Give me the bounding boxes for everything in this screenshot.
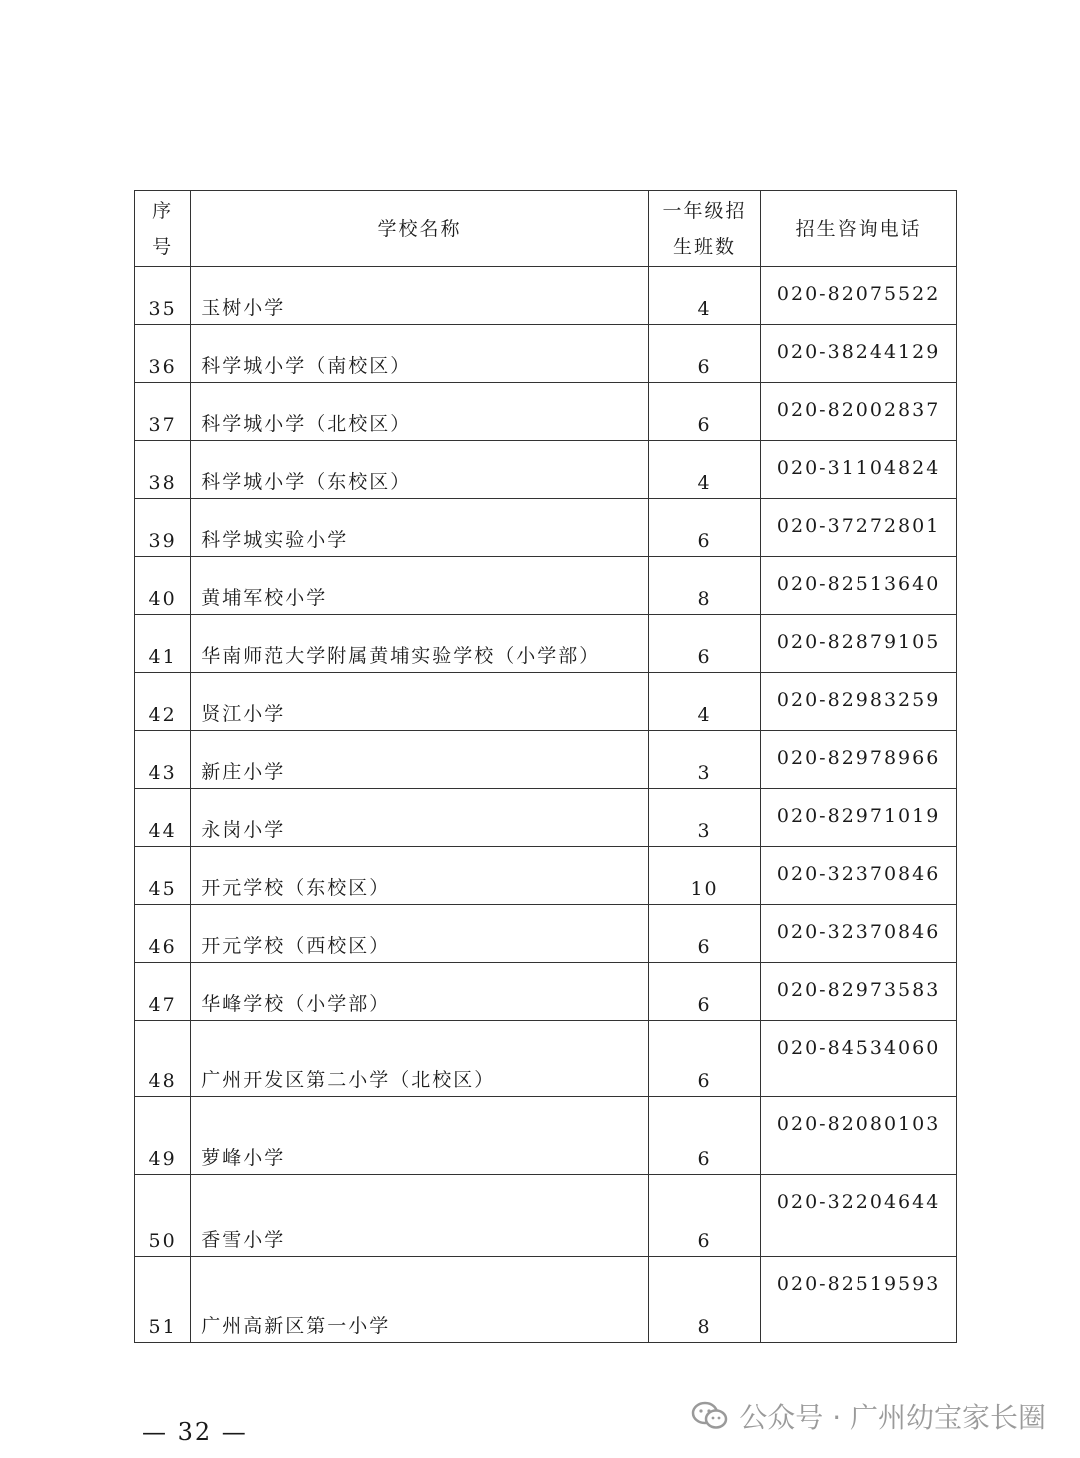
class-count: 8	[648, 1257, 760, 1343]
phone-number: 020-82519593	[761, 1257, 957, 1343]
class-count: 6	[648, 1175, 760, 1257]
phone-number: 020-82983259	[761, 673, 957, 731]
phone-number: 020-82513640	[761, 557, 957, 615]
phone-number: 020-82978966	[761, 731, 957, 789]
class-count: 6	[648, 905, 760, 963]
table-row	[135, 789, 957, 847]
table-row	[135, 325, 957, 383]
table-row	[135, 383, 957, 441]
table-row	[135, 615, 957, 673]
class-count: 6	[648, 499, 760, 557]
phone-number: 020-84534060	[761, 1021, 957, 1097]
row-number: 38	[135, 441, 191, 499]
class-count: 6	[648, 1097, 760, 1175]
header-school-name: 学校名称	[191, 191, 649, 267]
school-name: 贤江小学	[191, 673, 649, 731]
class-count: 4	[648, 267, 760, 325]
school-name: 广州开发区第二小学（北校区）	[191, 1021, 649, 1097]
row-number: 43	[135, 731, 191, 789]
table-row	[135, 847, 957, 905]
school-name: 科学城实验小学	[191, 499, 649, 557]
class-count: 4	[648, 673, 760, 731]
school-name: 科学城小学（南校区）	[191, 325, 649, 383]
row-number: 50	[135, 1175, 191, 1257]
table-row	[135, 1257, 957, 1343]
enrollment-table	[134, 190, 957, 1343]
row-number: 49	[135, 1097, 191, 1175]
row-number: 51	[135, 1257, 191, 1343]
class-count: 3	[648, 789, 760, 847]
phone-number: 020-38244129	[761, 325, 957, 383]
header-no: 序号	[135, 191, 191, 267]
row-number: 48	[135, 1021, 191, 1097]
row-number: 37	[135, 383, 191, 441]
school-name: 开元学校（西校区）	[191, 905, 649, 963]
class-count: 6	[648, 615, 760, 673]
school-name: 华峰学校（小学部）	[191, 963, 649, 1021]
class-count: 6	[648, 325, 760, 383]
row-number: 44	[135, 789, 191, 847]
phone-number: 020-82971019	[761, 789, 957, 847]
school-name: 黄埔军校小学	[191, 557, 649, 615]
school-name: 开元学校（东校区）	[191, 847, 649, 905]
phone-number: 020-82002837	[761, 383, 957, 441]
phone-number: 020-82879105	[761, 615, 957, 673]
table-row	[135, 673, 957, 731]
row-number: 35	[135, 267, 191, 325]
phone-number: 020-82973583	[761, 963, 957, 1021]
table-header-row	[135, 191, 957, 267]
class-count: 4	[648, 441, 760, 499]
class-count: 6	[648, 963, 760, 1021]
class-count: 10	[648, 847, 760, 905]
phone-number: 020-31104824	[761, 441, 957, 499]
table-row	[135, 963, 957, 1021]
header-class-count: 一年级招生班数	[648, 191, 760, 267]
table-row	[135, 557, 957, 615]
school-name: 新庄小学	[191, 731, 649, 789]
table-row	[135, 441, 957, 499]
table-row	[135, 499, 957, 557]
phone-number: 020-32370846	[761, 847, 957, 905]
phone-number: 020-37272801	[761, 499, 957, 557]
watermark-text: 公众号 · 广州幼宝家长圈	[739, 1401, 1046, 1434]
row-number: 36	[135, 325, 191, 383]
watermark	[691, 1396, 1046, 1436]
row-number: 42	[135, 673, 191, 731]
row-number: 46	[135, 905, 191, 963]
school-name: 玉树小学	[191, 267, 649, 325]
table-row	[135, 1175, 957, 1257]
row-number: 47	[135, 963, 191, 1021]
phone-number: 020-82075522	[761, 267, 957, 325]
row-number: 39	[135, 499, 191, 557]
school-name: 广州高新区第一小学	[191, 1257, 649, 1343]
class-count: 6	[648, 1021, 760, 1097]
school-name: 科学城小学（东校区）	[191, 441, 649, 499]
row-number: 45	[135, 847, 191, 905]
class-count: 6	[648, 383, 760, 441]
phone-number: 020-82080103	[761, 1097, 957, 1175]
header-phone: 招生咨询电话	[761, 191, 957, 267]
class-count: 8	[648, 557, 760, 615]
table-row	[135, 905, 957, 963]
school-name: 香雪小学	[191, 1175, 649, 1257]
table-row	[135, 267, 957, 325]
page-number: — 32 —	[142, 1418, 248, 1446]
phone-number: 020-32370846	[761, 905, 957, 963]
phone-number: 020-32204644	[761, 1175, 957, 1257]
wechat-icon	[691, 1400, 729, 1432]
school-name: 科学城小学（北校区）	[191, 383, 649, 441]
table-row	[135, 1021, 957, 1097]
row-number: 40	[135, 557, 191, 615]
school-name: 永岗小学	[191, 789, 649, 847]
school-name: 华南师范大学附属黄埔实验学校（小学部）	[191, 615, 649, 673]
table-body	[135, 267, 957, 1343]
class-count: 3	[648, 731, 760, 789]
table-row	[135, 1097, 957, 1175]
row-number: 41	[135, 615, 191, 673]
table-row	[135, 731, 957, 789]
school-name: 萝峰小学	[191, 1097, 649, 1175]
